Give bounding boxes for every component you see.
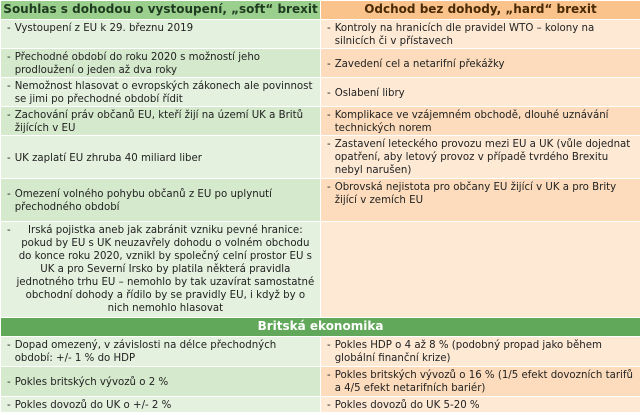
section-title: Britská ekonomika bbox=[1, 318, 640, 337]
hard-cell bbox=[321, 367, 640, 397]
hard-cell bbox=[321, 179, 640, 222]
bullet-dash: - bbox=[327, 340, 331, 351]
bullet-dash: - bbox=[327, 400, 331, 411]
table-row bbox=[1, 20, 640, 49]
header-row bbox=[1, 1, 640, 20]
bullet-dash: - bbox=[7, 400, 11, 411]
bullet-dash: - bbox=[7, 152, 11, 164]
soft-text: Dopad omezený, v závislosti na délce přechodných období: +/- 1 % do HDP bbox=[14, 340, 277, 364]
table-row bbox=[1, 107, 640, 136]
hard-text: Komplikace ve vzájemném obchodě, dlouhé uznávání technických norem bbox=[334, 110, 609, 134]
soft-text: Omezení volného pohybu občanů z EU po uplynutí přechodného období bbox=[14, 189, 273, 213]
soft-cell bbox=[1, 107, 321, 136]
table-row bbox=[1, 222, 640, 318]
hard-text: Zavedení cel a netarifní překážky bbox=[334, 58, 505, 70]
bullet-dash: - bbox=[7, 340, 11, 351]
hard-text: Pokles britských vývozů o 16 % (1/5 efekt dovozních tarifů a 4/5 efekt netarifních bariér) bbox=[334, 370, 633, 394]
soft-text: Irská pojistka aneb jak zabránit vzniku pevné hranice: pokud by EU s UK neuzavřely dohodu o volném obchodu do konce roku 2020, vznikl by společný celní prostor EU s UK a pro Severní Irsko by platila některá pravidla jednotného trhu EU – nemohlo by tak uzavírat samostatné obchodní dohody a řídilo by se pravidly EU, i když by o nich nemohlo hlasovat bbox=[16, 225, 315, 314]
hard-brexit-header: Odchod bez dohody, „hard“ brexit bbox=[321, 1, 640, 20]
hard-cell bbox=[321, 107, 640, 136]
bullet-dash: - bbox=[7, 189, 11, 200]
soft-cell bbox=[1, 136, 321, 179]
hard-cell bbox=[321, 136, 640, 179]
hard-cell bbox=[321, 337, 640, 367]
soft-cell bbox=[1, 179, 321, 222]
hard-cell bbox=[321, 49, 640, 78]
section-row bbox=[1, 318, 640, 337]
bullet-dash: - bbox=[327, 23, 331, 34]
soft-cell bbox=[1, 397, 321, 413]
bullet-dash: - bbox=[7, 110, 11, 121]
hard-text: Pokles dovozů do UK 5-20 % bbox=[334, 400, 480, 411]
soft-text: Zachování práv občanů EU, kteří žijí na území UK a Britů žijících v EU bbox=[14, 110, 304, 134]
hard-cell bbox=[321, 397, 640, 413]
bullet-dash: - bbox=[327, 87, 331, 99]
bullet-dash: - bbox=[327, 110, 331, 121]
bullet-dash: - bbox=[327, 58, 331, 70]
soft-text: Vystoupení z EU k 29. březnu 2019 bbox=[14, 23, 194, 34]
hard-cell-empty bbox=[321, 222, 640, 318]
bullet-dash: - bbox=[7, 377, 11, 388]
bullet-dash: - bbox=[7, 225, 11, 236]
soft-text: Pokles britských vývozů o 2 % bbox=[14, 377, 169, 388]
table-row bbox=[1, 49, 640, 78]
table-row bbox=[1, 397, 640, 413]
bullet-dash: - bbox=[327, 139, 331, 150]
hard-text: Zastavení leteckého provozu mezi EU a UK (vůle dojednat opatření, aby letový provoz v případě tvrdého Brexitu nebyl narušen) bbox=[334, 139, 631, 176]
soft-cell bbox=[1, 78, 321, 107]
soft-cell bbox=[1, 367, 321, 397]
soft-cell bbox=[1, 20, 321, 49]
hard-text: Pokles HDP o 4 až 8 % (podobný propad jako během globální finanční krize) bbox=[334, 340, 602, 364]
soft-text: Nemožnost hlasovat o evropských zákonech ale povinnost se jimi po přechodné období řídit bbox=[14, 81, 313, 105]
soft-text: UK zaplatí EU zhruba 40 miliard liber bbox=[14, 152, 202, 164]
soft-cell bbox=[1, 49, 321, 78]
hard-cell bbox=[321, 20, 640, 49]
bullet-dash: - bbox=[327, 370, 331, 381]
hard-text: Obrovská nejistota pro občany EU žijící v UK a pro Brity žijící v zemích EU bbox=[334, 182, 617, 206]
table-row bbox=[1, 78, 640, 107]
bullet-dash: - bbox=[327, 182, 331, 193]
table-row bbox=[1, 367, 640, 397]
soft-cell bbox=[1, 337, 321, 367]
bullet-dash: - bbox=[7, 81, 11, 92]
table-row bbox=[1, 337, 640, 367]
soft-text: Přechodné období do roku 2020 s možností jeho prodloužení o jeden až dva roky bbox=[14, 52, 261, 76]
bullet-dash: - bbox=[7, 23, 11, 34]
hard-text: Oslabení libry bbox=[334, 87, 405, 99]
table-row bbox=[1, 179, 640, 222]
hard-text: Kontroly na hranicích dle pravidel WTO – kolony na silnicích či v přístavech bbox=[334, 23, 595, 47]
soft-text: Pokles dovozů do UK o +/- 2 % bbox=[14, 400, 172, 411]
bullet-dash: - bbox=[7, 52, 11, 63]
soft-brexit-header: Souhlas s dohodou o vystoupení, „soft“ brexit bbox=[1, 1, 321, 20]
hard-cell bbox=[321, 78, 640, 107]
table-row bbox=[1, 136, 640, 179]
soft-cell bbox=[1, 222, 321, 318]
